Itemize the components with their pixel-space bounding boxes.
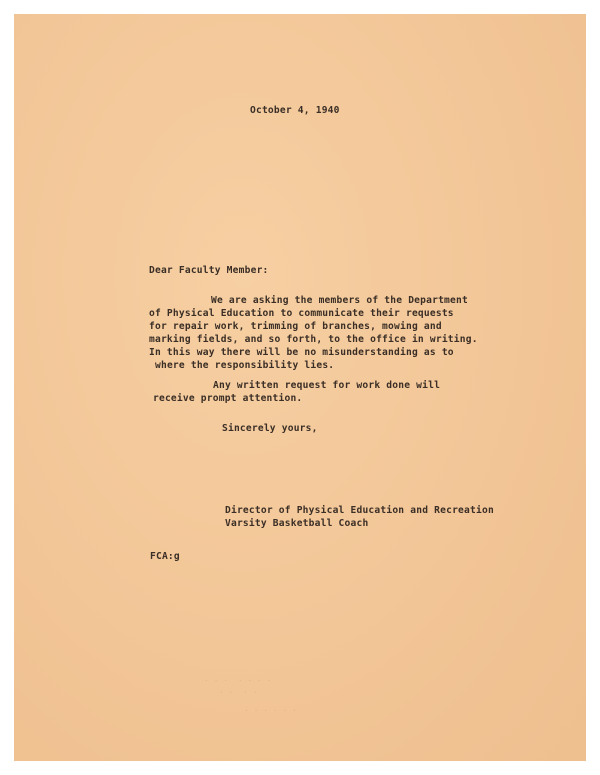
paragraph-line: We are asking the members of the Department [211, 295, 468, 306]
paragraph-line: receive prompt attention. [153, 393, 303, 404]
salutation: Dear Faculty Member: [149, 265, 269, 276]
paragraph-line: for repair work, trimming of branches, mowing and [149, 321, 442, 332]
paragraph-line: of Physical Education to communicate their requests [149, 308, 454, 319]
paragraph-line: Any written request for work done will [213, 380, 441, 391]
bleed-mark: . . . . . . [244, 704, 297, 713]
letter-date: October 4, 1940 [250, 105, 340, 116]
paragraph-line: marking fields, and so forth, to the office in writing. [149, 334, 478, 345]
typist-initials: FCA:g [150, 551, 180, 562]
signature-title: Director of Physical Education and Recreation [225, 505, 494, 516]
letter-page [14, 14, 586, 761]
signature-subtitle: Varsity Basketball Coach [225, 518, 369, 529]
bleed-mark: . . . . [219, 686, 258, 695]
paragraph-line: In this way there will be no misunderstanding as to [149, 347, 454, 358]
paragraph-line: where the responsibility lies. [155, 360, 335, 371]
closing: Sincerely yours, [222, 423, 318, 434]
bleed-mark: . . . . . . . [204, 674, 272, 683]
